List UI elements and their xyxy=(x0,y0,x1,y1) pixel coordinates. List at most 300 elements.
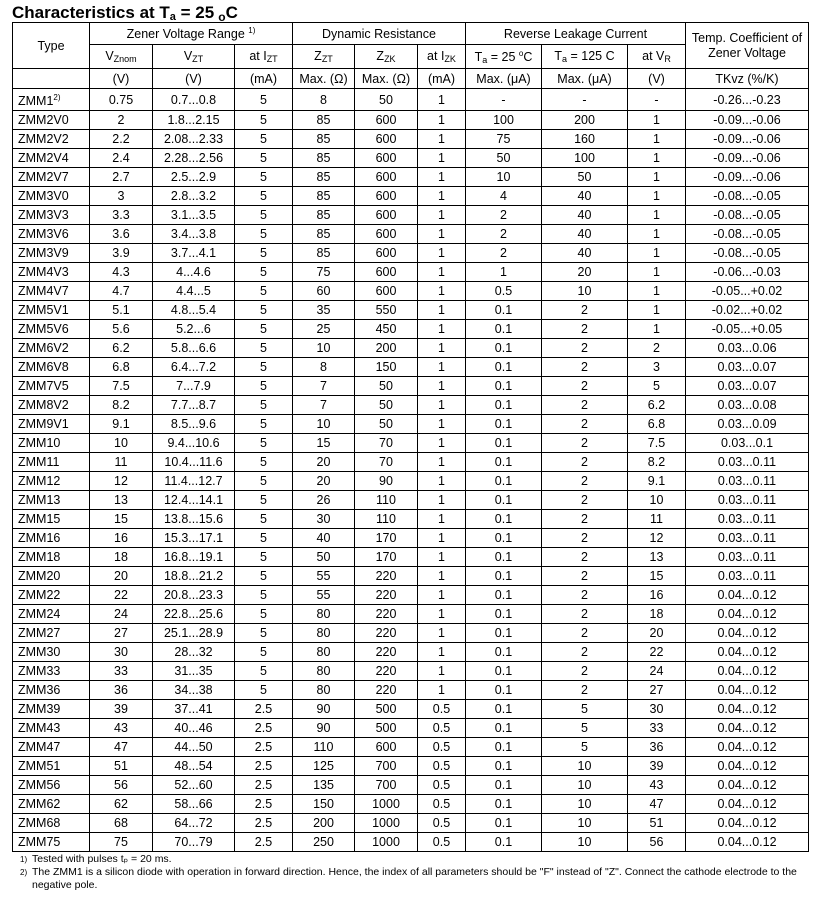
at-izt-header: at $I_{ZT}$ xyxy=(235,45,293,69)
cell-vzt-range: 5.2...6 xyxy=(153,320,235,339)
cell-izt: 5 xyxy=(235,130,293,149)
cell-zzk: 1000 xyxy=(355,833,418,852)
footnote: 2) The ZMM1 is a silicon diode with operation in forward direction. Hence, the index of all parameters should be "F" instead of "Z". Connect the cathode electrode to the negative pole. xyxy=(20,866,797,891)
cell-zzk: 70 xyxy=(355,434,418,453)
cell-izk: 1 xyxy=(418,510,466,529)
cell-vznom: 5.1 xyxy=(90,301,153,320)
table-row xyxy=(13,757,809,776)
cell-tkvz: -0.08...-0.05 xyxy=(686,206,809,225)
cell-vzt-range: 2.08...2.33 xyxy=(153,130,235,149)
zzt-header: $Z_{ZT}$ xyxy=(293,45,355,69)
cell-vr: 51 xyxy=(628,814,686,833)
footnote-marker: 2) xyxy=(53,93,61,102)
cell-tkvz: 0.03...0.06 xyxy=(686,339,809,358)
cell-zzk: 200 xyxy=(355,339,418,358)
cell-ir-25c: 0.1 xyxy=(466,320,542,339)
cell-vr: 20 xyxy=(628,624,686,643)
unit-tk: TKvz (%/K) xyxy=(686,69,809,89)
cell-izt: 5 xyxy=(235,168,293,187)
cell-tkvz: 0.03...0.11 xyxy=(686,472,809,491)
cell-vr: 39 xyxy=(628,757,686,776)
cell-zzt: 200 xyxy=(293,814,355,833)
cell-izt: 5 xyxy=(235,548,293,567)
cell-type: ZMM20 xyxy=(13,567,90,586)
cell-type: ZMM39 xyxy=(13,700,90,719)
cell-ir-125c: 10 xyxy=(542,776,628,795)
cell-ir-125c: 50 xyxy=(542,168,628,187)
cell-izt: 5 xyxy=(235,320,293,339)
cell-tkvz: 0.04...0.12 xyxy=(686,776,809,795)
cell-izk: 0.5 xyxy=(418,719,466,738)
cell-izt: 2.5 xyxy=(235,795,293,814)
cell-izt: 5 xyxy=(235,624,293,643)
cell-ir-25c: 0.1 xyxy=(466,301,542,320)
cell-izt: 2.5 xyxy=(235,833,293,852)
cell-vznom: 6.8 xyxy=(90,358,153,377)
cell-izk: 0.5 xyxy=(418,814,466,833)
cell-ir-25c: 0.1 xyxy=(466,358,542,377)
footnotes xyxy=(20,853,800,892)
cell-izt: 5 xyxy=(235,605,293,624)
cell-izt: 2.5 xyxy=(235,700,293,719)
cell-type: ZMM3V3 xyxy=(13,206,90,225)
cell-zzt: 85 xyxy=(293,130,355,149)
cell-zzk: 500 xyxy=(355,700,418,719)
units-row-spacer xyxy=(13,69,90,89)
table-row xyxy=(13,491,809,510)
table-row xyxy=(13,700,809,719)
cell-zzk: 50 xyxy=(355,377,418,396)
cell-ir-125c: 5 xyxy=(542,700,628,719)
cell-type: ZMM4V3 xyxy=(13,263,90,282)
cell-izk: 1 xyxy=(418,377,466,396)
cell-vr: 6.8 xyxy=(628,415,686,434)
cell-vzt-range: 1.8...2.15 xyxy=(153,111,235,130)
cell-vzt-range: 11.4...12.7 xyxy=(153,472,235,491)
cell-vr: 1 xyxy=(628,301,686,320)
cell-vr: 1 xyxy=(628,320,686,339)
cell-vzt-range: 2.5...2.9 xyxy=(153,168,235,187)
cell-vzt-range: 8.5...9.6 xyxy=(153,415,235,434)
cell-ir-25c: 0.1 xyxy=(466,567,542,586)
cell-zzk: 500 xyxy=(355,719,418,738)
cell-zzk: 50 xyxy=(355,89,418,111)
cell-vr: 3 xyxy=(628,358,686,377)
cell-tkvz: 0.03...0.11 xyxy=(686,548,809,567)
cell-izk: 1 xyxy=(418,662,466,681)
table-row xyxy=(13,377,809,396)
cell-type: ZMM56 xyxy=(13,776,90,795)
unit-izt: (mA) xyxy=(235,69,293,89)
cell-vzt-range: 58...66 xyxy=(153,795,235,814)
cell-vzt-range: 40...46 xyxy=(153,719,235,738)
cell-vr: 1 xyxy=(628,168,686,187)
cell-vznom: 2.7 xyxy=(90,168,153,187)
cell-ir-125c: 100 xyxy=(542,149,628,168)
cell-type: ZMM15 xyxy=(13,510,90,529)
cell-tkvz: 0.03...0.1 xyxy=(686,434,809,453)
cell-ir-125c: 2 xyxy=(542,472,628,491)
cell-tkvz: 0.04...0.12 xyxy=(686,681,809,700)
table-row xyxy=(13,206,809,225)
cell-ir-125c: 200 xyxy=(542,111,628,130)
cell-type: ZMM11 xyxy=(13,453,90,472)
cell-vzt-range: 20.8...23.3 xyxy=(153,586,235,605)
cell-vznom: 3 xyxy=(90,187,153,206)
cell-izt: 5 xyxy=(235,149,293,168)
cell-ir-25c: 0.1 xyxy=(466,719,542,738)
cell-type: ZMM3V0 xyxy=(13,187,90,206)
cell-vznom: 8.2 xyxy=(90,396,153,415)
cell-izk: 0.5 xyxy=(418,700,466,719)
cell-vr: 33 xyxy=(628,719,686,738)
cell-izk: 1 xyxy=(418,643,466,662)
temp-coefficient-header: Temp. Coefficient of Zener Voltage xyxy=(686,23,809,69)
cell-type: ZMM68 xyxy=(13,814,90,833)
cell-type: ZMM51 xyxy=(13,757,90,776)
cell-izk: 1 xyxy=(418,548,466,567)
unit-ir25: Max. (μA) xyxy=(466,69,542,89)
cell-izt: 5 xyxy=(235,453,293,472)
cell-zzt: 125 xyxy=(293,757,355,776)
table-row xyxy=(13,111,809,130)
cell-vr: 7.5 xyxy=(628,434,686,453)
cell-tkvz: 0.04...0.12 xyxy=(686,662,809,681)
cell-type: ZMM10 xyxy=(13,434,90,453)
cell-ir-125c: - xyxy=(542,89,628,111)
cell-type: ZMM4V7 xyxy=(13,282,90,301)
cell-vzt-range: 16.8...19.1 xyxy=(153,548,235,567)
cell-ir-25c: - xyxy=(466,89,542,111)
cell-vzt-range: 3.4...3.8 xyxy=(153,225,235,244)
cell-ir-125c: 2 xyxy=(542,605,628,624)
cell-zzk: 110 xyxy=(355,491,418,510)
cell-zzk: 50 xyxy=(355,415,418,434)
cell-izk: 1 xyxy=(418,282,466,301)
cell-ir-25c: 0.1 xyxy=(466,377,542,396)
cell-vr: 9.1 xyxy=(628,472,686,491)
cell-vznom: 16 xyxy=(90,529,153,548)
cell-type: ZMM12 xyxy=(13,472,90,491)
table-row xyxy=(13,149,809,168)
cell-izt: 5 xyxy=(235,415,293,434)
characteristics-table xyxy=(12,22,809,852)
cell-type: ZMM16 xyxy=(13,529,90,548)
cell-izt: 5 xyxy=(235,472,293,491)
cell-type: ZMM5V1 xyxy=(13,301,90,320)
cell-vr: 6.2 xyxy=(628,396,686,415)
cell-vznom: 15 xyxy=(90,510,153,529)
cell-vznom: 30 xyxy=(90,643,153,662)
cell-vznom: 0.75 xyxy=(90,89,153,111)
cell-vzt-range: 48...54 xyxy=(153,757,235,776)
cell-ir-125c: 2 xyxy=(542,529,628,548)
cell-vzt-range: 34...38 xyxy=(153,681,235,700)
cell-ir-25c: 10 xyxy=(466,168,542,187)
cell-zzt: 80 xyxy=(293,605,355,624)
cell-vr: 1 xyxy=(628,187,686,206)
cell-ir-25c: 0.1 xyxy=(466,681,542,700)
cell-vzt-range: 10.4...11.6 xyxy=(153,453,235,472)
cell-vr: 30 xyxy=(628,700,686,719)
cell-tkvz: -0.08...-0.05 xyxy=(686,187,809,206)
cell-vzt-range: 7...7.9 xyxy=(153,377,235,396)
cell-type: ZMM6V2 xyxy=(13,339,90,358)
cell-ir-125c: 2 xyxy=(542,453,628,472)
table-row xyxy=(13,396,809,415)
cell-vzt-range: 3.7...4.1 xyxy=(153,244,235,263)
cell-ir-25c: 0.1 xyxy=(466,415,542,434)
cell-zzt: 7 xyxy=(293,396,355,415)
cell-vzt-range: 44...50 xyxy=(153,738,235,757)
table-row xyxy=(13,187,809,206)
cell-zzt: 85 xyxy=(293,111,355,130)
cell-izt: 5 xyxy=(235,206,293,225)
cell-izt: 5 xyxy=(235,434,293,453)
table-row xyxy=(13,529,809,548)
cell-type: ZMM30 xyxy=(13,643,90,662)
table-body xyxy=(13,89,809,852)
cell-tkvz: 0.04...0.12 xyxy=(686,643,809,662)
cell-vzt-range: 13.8...15.6 xyxy=(153,510,235,529)
cell-ir-125c: 20 xyxy=(542,263,628,282)
cell-ir-125c: 40 xyxy=(542,206,628,225)
cell-zzt: 85 xyxy=(293,225,355,244)
cell-vr: 2 xyxy=(628,339,686,358)
cell-izk: 1 xyxy=(418,605,466,624)
cell-zzt: 85 xyxy=(293,149,355,168)
cell-tkvz: -0.06...-0.03 xyxy=(686,263,809,282)
cell-zzk: 600 xyxy=(355,738,418,757)
cell-zzk: 150 xyxy=(355,358,418,377)
cell-vznom: 6.2 xyxy=(90,339,153,358)
cell-vznom: 43 xyxy=(90,719,153,738)
cell-ir-25c: 0.1 xyxy=(466,700,542,719)
cell-ir-125c: 2 xyxy=(542,643,628,662)
cell-zzk: 110 xyxy=(355,510,418,529)
cell-vzt-range: 12.4...14.1 xyxy=(153,491,235,510)
cell-zzt: 80 xyxy=(293,662,355,681)
cell-izk: 1 xyxy=(418,567,466,586)
cell-zzk: 220 xyxy=(355,681,418,700)
table-row xyxy=(13,301,809,320)
cell-tkvz: 0.04...0.12 xyxy=(686,624,809,643)
cell-zzt: 80 xyxy=(293,643,355,662)
cell-vzt-range: 4.8...5.4 xyxy=(153,301,235,320)
cell-izk: 1 xyxy=(418,453,466,472)
cell-zzk: 600 xyxy=(355,282,418,301)
table-row xyxy=(13,282,809,301)
cell-zzt: 10 xyxy=(293,339,355,358)
cell-izk: 1 xyxy=(418,301,466,320)
cell-izt: 2.5 xyxy=(235,738,293,757)
cell-zzt: 50 xyxy=(293,548,355,567)
cell-izt: 5 xyxy=(235,282,293,301)
cell-vzt-range: 37...41 xyxy=(153,700,235,719)
cell-vznom: 3.6 xyxy=(90,225,153,244)
cell-ir-125c: 10 xyxy=(542,282,628,301)
cell-tkvz: 0.04...0.12 xyxy=(686,757,809,776)
cell-izt: 5 xyxy=(235,89,293,111)
cell-tkvz: 0.03...0.09 xyxy=(686,415,809,434)
cell-zzk: 170 xyxy=(355,529,418,548)
table-row xyxy=(13,605,809,624)
cell-zzt: 7 xyxy=(293,377,355,396)
cell-izk: 0.5 xyxy=(418,795,466,814)
cell-vzt-range: 31...35 xyxy=(153,662,235,681)
cell-izk: 1 xyxy=(418,263,466,282)
cell-vzt-range: 64...72 xyxy=(153,814,235,833)
cell-izk: 1 xyxy=(418,339,466,358)
cell-izk: 1 xyxy=(418,89,466,111)
cell-ir-125c: 40 xyxy=(542,244,628,263)
table-row xyxy=(13,833,809,852)
cell-vznom: 13 xyxy=(90,491,153,510)
cell-type: ZMM3V6 xyxy=(13,225,90,244)
cell-vznom: 18 xyxy=(90,548,153,567)
cell-vr: 27 xyxy=(628,681,686,700)
cell-tkvz: -0.09...-0.06 xyxy=(686,168,809,187)
cell-ir-25c: 0.1 xyxy=(466,529,542,548)
cell-vr: 22 xyxy=(628,643,686,662)
table-row xyxy=(13,225,809,244)
cell-tkvz: 0.04...0.12 xyxy=(686,833,809,852)
cell-izt: 2.5 xyxy=(235,757,293,776)
cell-zzk: 600 xyxy=(355,244,418,263)
cell-vzt-range: 2.8...3.2 xyxy=(153,187,235,206)
cell-tkvz: 0.04...0.12 xyxy=(686,700,809,719)
cell-ir-25c: 2 xyxy=(466,244,542,263)
cell-type: ZMM3V9 xyxy=(13,244,90,263)
table-row xyxy=(13,244,809,263)
cell-zzt: 75 xyxy=(293,263,355,282)
cell-ir-125c: 160 xyxy=(542,130,628,149)
cell-vzt-range: 22.8...25.6 xyxy=(153,605,235,624)
cell-ir-25c: 0.1 xyxy=(466,396,542,415)
cell-type: ZMM2V4 xyxy=(13,149,90,168)
cell-vzt-range: 4...4.6 xyxy=(153,263,235,282)
table-row xyxy=(13,681,809,700)
cell-vznom: 2 xyxy=(90,111,153,130)
table-row xyxy=(13,263,809,282)
cell-type: ZMM36 xyxy=(13,681,90,700)
cell-vr: 24 xyxy=(628,662,686,681)
cell-tkvz: 0.03...0.11 xyxy=(686,453,809,472)
table-row xyxy=(13,472,809,491)
cell-zzk: 600 xyxy=(355,263,418,282)
cell-zzk: 220 xyxy=(355,586,418,605)
table-row xyxy=(13,624,809,643)
cell-izk: 1 xyxy=(418,586,466,605)
cell-vznom: 4.3 xyxy=(90,263,153,282)
cell-zzk: 550 xyxy=(355,301,418,320)
cell-zzt: 110 xyxy=(293,738,355,757)
cell-ir-125c: 2 xyxy=(542,358,628,377)
cell-vr: 1 xyxy=(628,225,686,244)
cell-zzk: 90 xyxy=(355,472,418,491)
cell-ir-25c: 100 xyxy=(466,111,542,130)
cell-izk: 1 xyxy=(418,529,466,548)
cell-izk: 1 xyxy=(418,206,466,225)
cell-izt: 5 xyxy=(235,662,293,681)
cell-ir-25c: 0.1 xyxy=(466,605,542,624)
cell-tkvz: 0.03...0.07 xyxy=(686,358,809,377)
cell-ir-125c: 5 xyxy=(542,719,628,738)
cell-type: ZMM24 xyxy=(13,605,90,624)
cell-vr: - xyxy=(628,89,686,111)
unit-ir125: Max. (μA) xyxy=(542,69,628,89)
cell-ir-25c: 0.1 xyxy=(466,757,542,776)
cell-izk: 1 xyxy=(418,168,466,187)
cell-izk: 1 xyxy=(418,415,466,434)
table-row xyxy=(13,510,809,529)
cell-ir-25c: 50 xyxy=(466,149,542,168)
cell-vzt-range: 6.4...7.2 xyxy=(153,358,235,377)
cell-izt: 5 xyxy=(235,225,293,244)
cell-vzt-range: 7.7...8.7 xyxy=(153,396,235,415)
cell-tkvz: 0.04...0.12 xyxy=(686,795,809,814)
cell-zzk: 70 xyxy=(355,453,418,472)
cell-ir-25c: 2 xyxy=(466,225,542,244)
cell-vzt-range: 9.4...10.6 xyxy=(153,434,235,453)
cell-vr: 1 xyxy=(628,263,686,282)
table-row xyxy=(13,738,809,757)
cell-ir-125c: 2 xyxy=(542,301,628,320)
zener-voltage-range-header: Zener Voltage Range $^{1)}$ xyxy=(90,23,293,45)
cell-vr: 43 xyxy=(628,776,686,795)
cell-ir-25c: 0.1 xyxy=(466,662,542,681)
cell-type: ZMM1$^{2)}$ xyxy=(13,89,90,111)
unit-vznom: (V) xyxy=(90,69,153,89)
cell-vznom: 39 xyxy=(90,700,153,719)
cell-vr: 11 xyxy=(628,510,686,529)
cell-ir-125c: 10 xyxy=(542,814,628,833)
cell-tkvz: -0.08...-0.05 xyxy=(686,244,809,263)
cell-zzk: 700 xyxy=(355,776,418,795)
cell-izt: 2.5 xyxy=(235,814,293,833)
cell-vr: 1 xyxy=(628,149,686,168)
table-row xyxy=(13,643,809,662)
cell-zzk: 600 xyxy=(355,168,418,187)
cell-zzt: 90 xyxy=(293,700,355,719)
cell-ir-125c: 5 xyxy=(542,738,628,757)
cell-type: ZMM18 xyxy=(13,548,90,567)
cell-vr: 15 xyxy=(628,567,686,586)
cell-type: ZMM2V7 xyxy=(13,168,90,187)
cell-type: ZMM6V8 xyxy=(13,358,90,377)
cell-izk: 0.5 xyxy=(418,833,466,852)
cell-zzk: 1000 xyxy=(355,814,418,833)
cell-vznom: 3.9 xyxy=(90,244,153,263)
cell-izk: 1 xyxy=(418,434,466,453)
cell-ir-125c: 2 xyxy=(542,510,628,529)
cell-vr: 36 xyxy=(628,738,686,757)
cell-zzk: 700 xyxy=(355,757,418,776)
cell-ir-125c: 2 xyxy=(542,415,628,434)
cell-vzt-range: 70...79 xyxy=(153,833,235,852)
cell-zzk: 600 xyxy=(355,111,418,130)
cell-type: ZMM33 xyxy=(13,662,90,681)
cell-ir-125c: 40 xyxy=(542,225,628,244)
cell-izk: 1 xyxy=(418,320,466,339)
cell-tkvz: -0.09...-0.06 xyxy=(686,130,809,149)
cell-izk: 1 xyxy=(418,681,466,700)
cell-vznom: 24 xyxy=(90,605,153,624)
cell-vznom: 51 xyxy=(90,757,153,776)
vznom-header: $V_{Znom}$ xyxy=(90,45,153,69)
cell-zzt: 15 xyxy=(293,434,355,453)
cell-izt: 5 xyxy=(235,358,293,377)
